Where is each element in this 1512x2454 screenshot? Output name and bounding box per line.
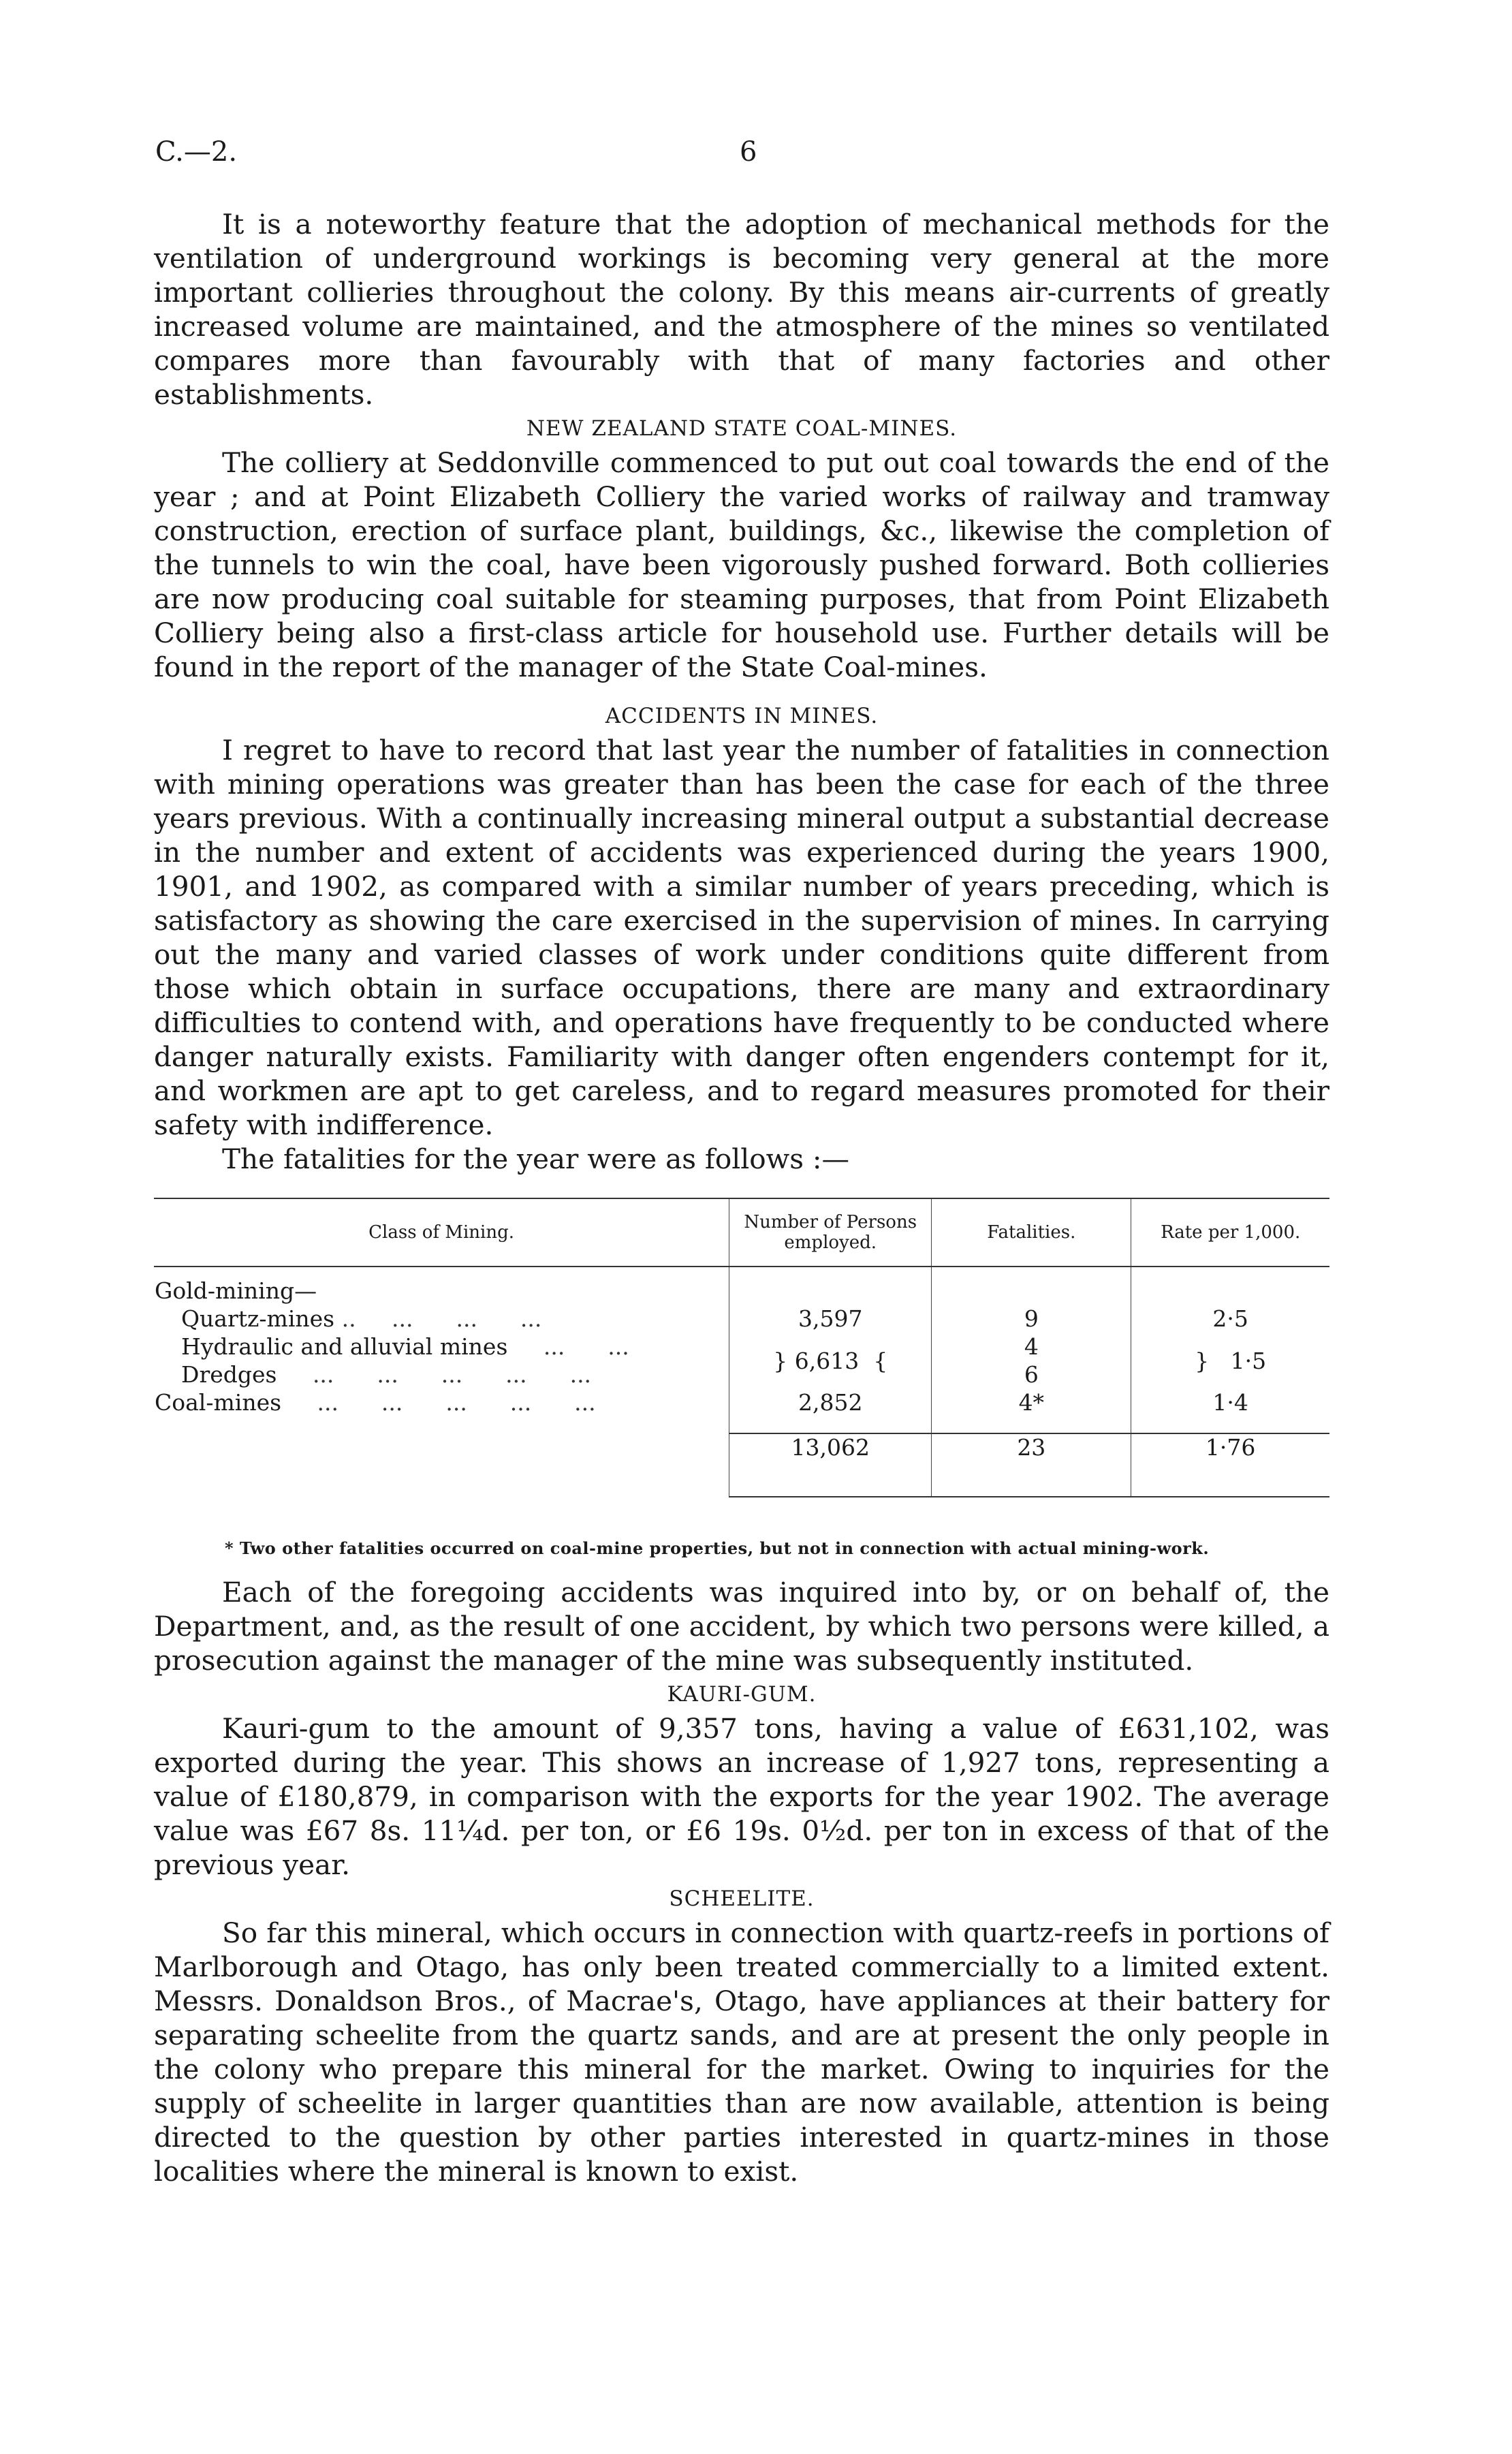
total-persons: 13,062 — [729, 1433, 932, 1497]
heading-scheelite: SCHEELITE. — [669, 1886, 815, 1911]
heading-accidents: ACCIDENTS IN MINES. — [605, 704, 879, 728]
fatalities-table-wrap — [154, 1198, 1329, 1497]
fatalities-quartz: 9 — [932, 1305, 1131, 1333]
upper-text-block — [154, 207, 1329, 1176]
fatalities-table — [154, 1198, 1329, 1497]
fatalities-hydraulic: 4 — [932, 1333, 1131, 1361]
table-header-row — [154, 1198, 1329, 1267]
fatalities-dredges: 6 — [932, 1361, 1131, 1389]
paragraph-kauri-gum: Kauri-gum to the amount of 9,357 tons, having a value of £631,102, was exported during the year. This shows an increase of 1,927 tons, representing a value of £180,879, in comparison with the exports for the year 1902. The average value was £67 8s. 11¼d. per ton, or £6 19s. 0½d. per ton in excess of that of the previous year. — [154, 1712, 1329, 1881]
row-label-coal: Coal-mines — [155, 1389, 282, 1416]
row-label-dredges: Dredges — [181, 1361, 277, 1388]
total-rate: 1·76 — [1131, 1433, 1329, 1497]
rate-combined: 1·5 — [1230, 1347, 1267, 1374]
table-row: Hydraulic and alluvial mines ... ... } 6,613 { 4 } 1·5 — [154, 1333, 1329, 1361]
report-code: C.—2. — [155, 136, 238, 168]
persons-coal: 2,852 — [729, 1389, 932, 1417]
table-row: Dredges ... ... ... ... ... 6 — [154, 1361, 1329, 1389]
table-intro: The fatalities for the year were as follows :— — [222, 1143, 850, 1175]
col-header-rate: Rate per 1,000. — [1131, 1198, 1329, 1267]
table-footnote: * Two other fatalities occurred on coal-mine properties, but not in connection with actual mining-work. — [225, 1538, 1210, 1558]
table-row: Quartz-mines .. ... ... ... 3,597 9 2·5 — [154, 1305, 1329, 1333]
table-row: Coal-mines ... ... ... ... ... 2,852 4* 1·4 — [154, 1389, 1329, 1417]
brace-left-icon: } — [773, 1347, 788, 1374]
table-total-row — [154, 1433, 1329, 1497]
table-row — [154, 1277, 1329, 1305]
paragraph-ventilation: It is a noteworthy feature that the adoption of mechanical methods for the ventilation of underground workings is becoming very general at the more important collieries throughout the colony. By this means air-currents of greatly increased volume are maintained, and the atmosphere of the mines so ventilated compares more than favourably with that of many factories and other establishments. — [154, 208, 1329, 411]
col-header-class: Class of Mining. — [154, 1198, 729, 1267]
col-header-fatalities: Fatalities. — [932, 1198, 1131, 1267]
paragraph-scheelite: So far this mineral, which occurs in connection with quartz-reefs in portions of Marlborough and Otago, has only been treated commercially to a limited extent. Messrs. Donaldson Bros., of Macrae's, Otago, have appliances at their battery for separating scheelite from the quartz sands, and are at present the only people in the colony who prepare this mineral for the market. Owing to inquiries for the supply of scheelite in larger quantities than are now available, attention is being directed to the question by other parties interested in quartz-mines in those localities where the mineral is known to exist. — [154, 1916, 1329, 2188]
fatalities-coal: 4* — [932, 1389, 1131, 1417]
rate-quartz: 2·5 — [1212, 1305, 1248, 1332]
total-fatalities: 23 — [932, 1433, 1131, 1497]
row-label-hydraulic: Hydraulic and alluvial mines — [181, 1333, 508, 1360]
group-label-gold: Gold-mining— — [155, 1277, 317, 1304]
col-header-persons: Number of Persons employed. — [729, 1198, 932, 1267]
heading-kauri-gum: KAURI-GUM. — [667, 1682, 817, 1707]
page-header — [155, 136, 1357, 177]
row-label-quartz: Quartz-mines — [181, 1305, 335, 1332]
rate-coal: 1·4 — [1212, 1389, 1248, 1416]
page-number: 6 — [740, 136, 757, 168]
lower-text-block — [154, 1575, 1329, 2188]
paragraph-state-coal-mines: The colliery at Seddonville commenced to put out coal towards the end of the year ; and at Point Elizabeth Colliery the varied works of railway and tramway construction, erection of surface plant, buildings, &c., likewise the completion of the tunnels to win the coal, have been vigorously pushed forward. Both collieries are now producing coal suitable for steaming purposes, that from Point Elizabeth Colliery being also a first-class article for household use. Further details will be found in the report of the manager of the State Coal-mines. — [154, 446, 1329, 683]
brace-right-icon: { — [866, 1347, 888, 1374]
brace-rate-icon: } — [1195, 1347, 1224, 1374]
paragraph-accidents: I regret to have to record that last year the number of fatalities in connection with mining operations was greater than has been the case for each of the three years previous. With a continually increasing mineral output a substantial decrease in the number and extent of accidents was experienced during the years 1900, 1901, and 1902, as compared with a similar number of years preceding, which is satisfactory as showing the care exercised in the supervision of mines. In carrying out the many and varied classes of work under conditions quite different from those which obtain in surface occupations, there are many and extraordinary difficulties to contend with, and operations have frequently to be conducted where danger naturally exists. Familiarity with danger often engenders contempt for it, and workmen are apt to get careless, and to regard measures promoted for their safety with indifference. — [154, 734, 1329, 1141]
persons-combined: 6,613 — [794, 1347, 860, 1374]
heading-state-coal-mines: NEW ZEALAND STATE COAL-MINES. — [526, 416, 958, 441]
persons-quartz: 3,597 — [729, 1305, 932, 1333]
paragraph-inquiries: Each of the foregoing accidents was inquired into by, or on behalf of, the Department, and, as the result of one accident, by which two persons were killed, a prosecution against the manager of the mine was subsequently instituted. — [154, 1576, 1329, 1677]
